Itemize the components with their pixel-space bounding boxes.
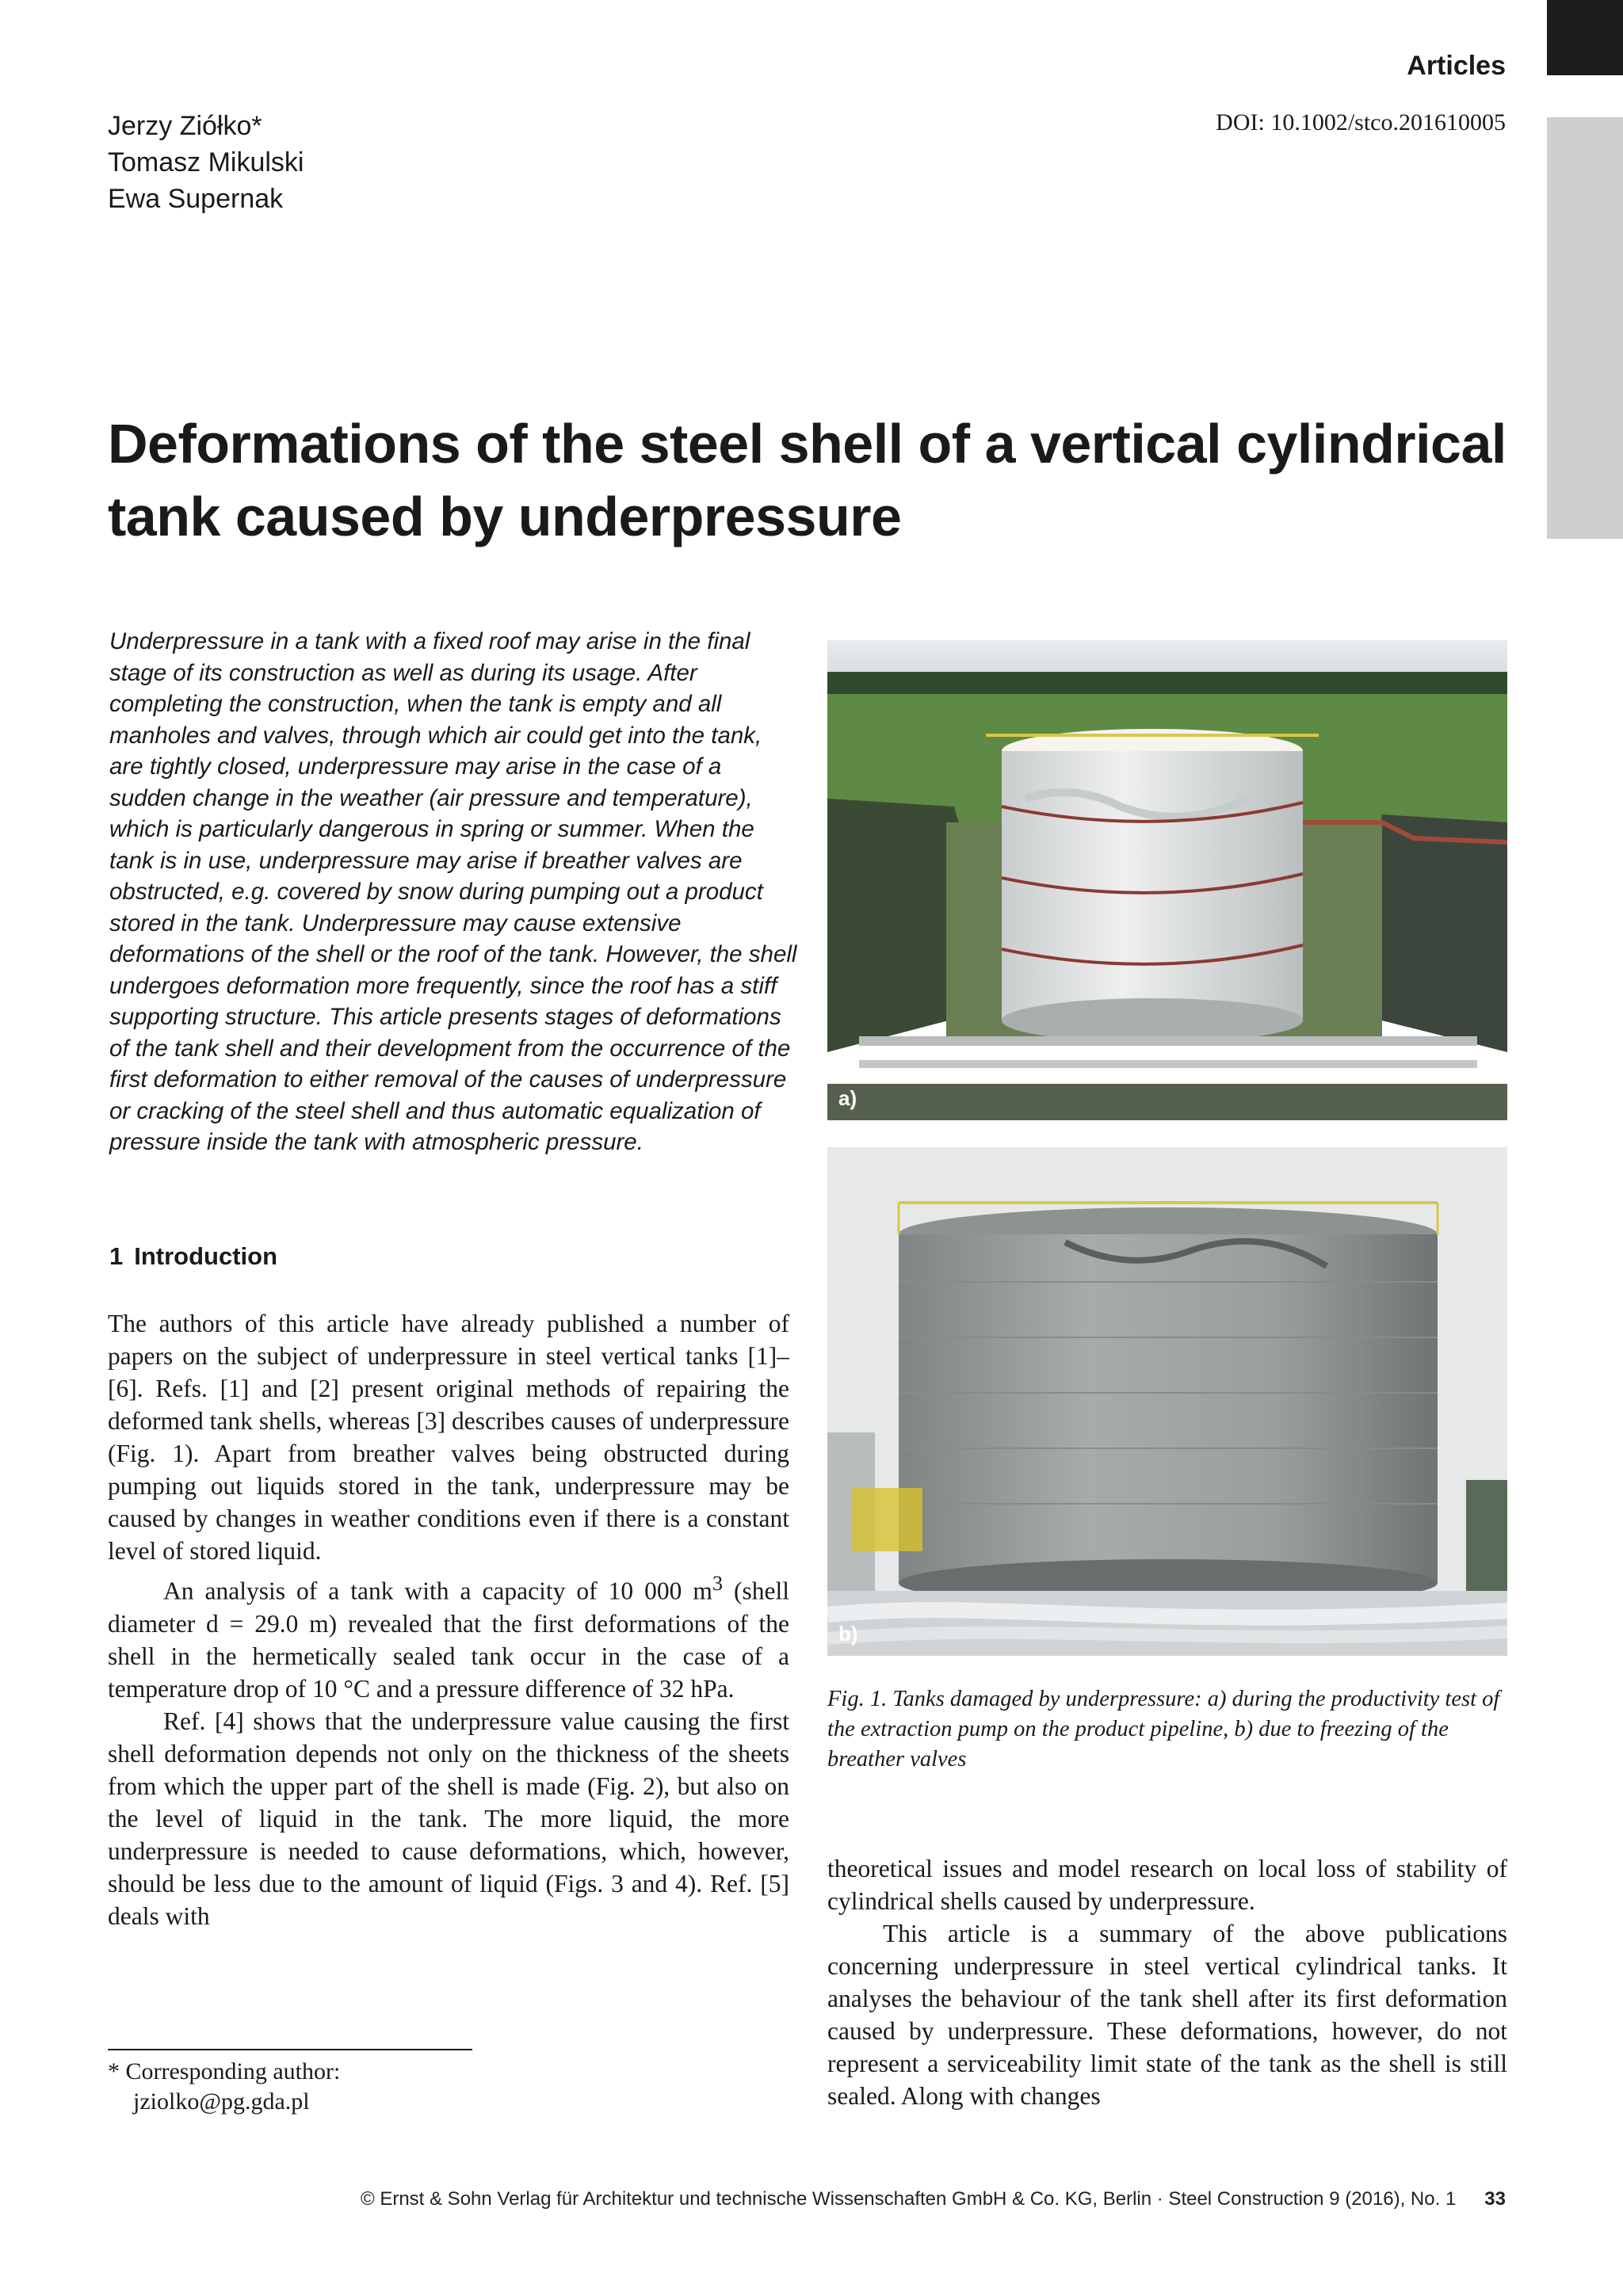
figure-label-a: a) xyxy=(838,1086,857,1110)
body-column-left xyxy=(108,1307,789,1932)
title-line: tank caused by underpressure xyxy=(108,486,902,547)
doi: DOI: 10.1002/stco.201610005 xyxy=(1216,109,1506,135)
section-heading xyxy=(109,1242,277,1271)
section-tab-grey xyxy=(1547,117,1623,539)
section-number: 1 xyxy=(109,1242,124,1270)
superscript: 3 xyxy=(712,1572,724,1595)
author-name: Jerzy Ziółko* xyxy=(108,111,262,141)
body-paragraph xyxy=(108,1567,789,1705)
page-number: 33 xyxy=(1484,2188,1506,2210)
figure-1a-photo xyxy=(827,640,1507,1120)
body-paragraph: The authors of this article have already published a number of papers on the subject of underpressure in steel vertical tanks [1]–[6]. Refs. [1] and [2] present original methods of repairing the deformed tank shells, whereas [3] describes causes of underpressure (Fig. 1). Apart from breather valves being obstructed during pumping out liquids stored in the tank, underpressure may be caused by changes in weather conditions even if there is a constant level of stored liquid. xyxy=(108,1310,789,1565)
paragraph-text: (shell diameter d = 29.0 m) revealed that the first deformations of the shell in the hermetically sealed tank occur in the case of a temperature drop of 10 °C and a pressure difference of 32 hPa. xyxy=(108,1577,790,1703)
footer-copyright: © Ernst & Sohn Verlag für Architektur und technische Wissenschaften GmbH & Co. KG, Berlin · Steel Construction 9 (2016), No. 1 xyxy=(360,2188,1457,2210)
tank-photo-b xyxy=(827,1147,1507,1656)
section-title: Introduction xyxy=(134,1242,278,1270)
author-name: Tomasz Mikulski xyxy=(108,147,304,177)
figure-1b-photo xyxy=(827,1147,1507,1656)
section-tab-dark xyxy=(1547,0,1623,75)
body-column-right xyxy=(827,1852,1507,2112)
page-footer xyxy=(361,2188,1506,2210)
author-name: Ewa Supernak xyxy=(108,184,284,214)
figure-caption: Fig. 1. Tanks damaged by underpressure: a) during the productivity test of the extraction pump on the product pipeline, b) due to freezing of the breather valves xyxy=(827,1687,1500,1772)
abstract: Underpressure in a tank with a fixed roof may arise in the final stage of its construction as well as during its usage. After completing the construction, when the tank is empty and all manholes and valves, through which air could get into the tank, are tightly closed, underpressure may arise in the case of a sudden change in the weather (air pressure and temperature), which is particularly dangerous in spring or summer. When the tank is in use, underpressure may arise if breather valves are obstructed, e.g. covered by snow during pumping out a product stored in the tank. Underpressure may cause extensive deformations of the shell or the roof of the tank. However, the shell undergoes deformation more frequently, since the roof has a stiff supporting structure. This article presents stages of deformations of the tank shell and their development from the occurrence of the first deformation to either removal of the causes of underpressure or cracking of the steel shell and thus automatic equalization of pressure inside the tank with atmospheric pressure. xyxy=(109,628,797,1155)
title-line: Deformations of the steel shell of a vertical cylindrical xyxy=(108,413,1507,475)
paragraph-text: An analysis of a tank with a capacity of 10 000 m xyxy=(163,1577,712,1605)
body-paragraph: Ref. [4] shows that the underpressure value causing the first shell deformation depends not only on the thickness of the sheets from which the upper part of the shell is made (Fig. 2), but also on the level of liquid in the tank. The more liquid, the more underpressure is needed to cause deformations, which, however, should be less due to the amount of liquid (Figs. 3 and 4). Ref. [5] deals with xyxy=(108,1707,789,1930)
footnote-label: * Corresponding author: xyxy=(108,2058,341,2084)
figure-label-b: b) xyxy=(838,1622,858,1646)
footnote-divider xyxy=(108,2049,472,2050)
body-paragraph: theoretical issues and model research on local loss of stability of cylindrical shells caused by underpressure. xyxy=(827,1855,1507,1915)
corresponding-email: jziolko@pg.gda.pl xyxy=(133,2088,310,2115)
author-list xyxy=(108,108,304,217)
article-title xyxy=(108,407,1526,553)
footnote xyxy=(108,2057,340,2117)
tank-photo-a xyxy=(827,640,1507,1120)
body-paragraph: This article is a summary of the above publications concerning underpressure in steel vertical cylindrical tanks. It analyses the behaviour of the tank shell after its first deformation caused by underpressure. These deformations, however, do not represent a serviceability limit state of the tank as the shell is still sealed. Along with changes xyxy=(827,1920,1507,2110)
section-label: Articles xyxy=(1407,51,1506,81)
